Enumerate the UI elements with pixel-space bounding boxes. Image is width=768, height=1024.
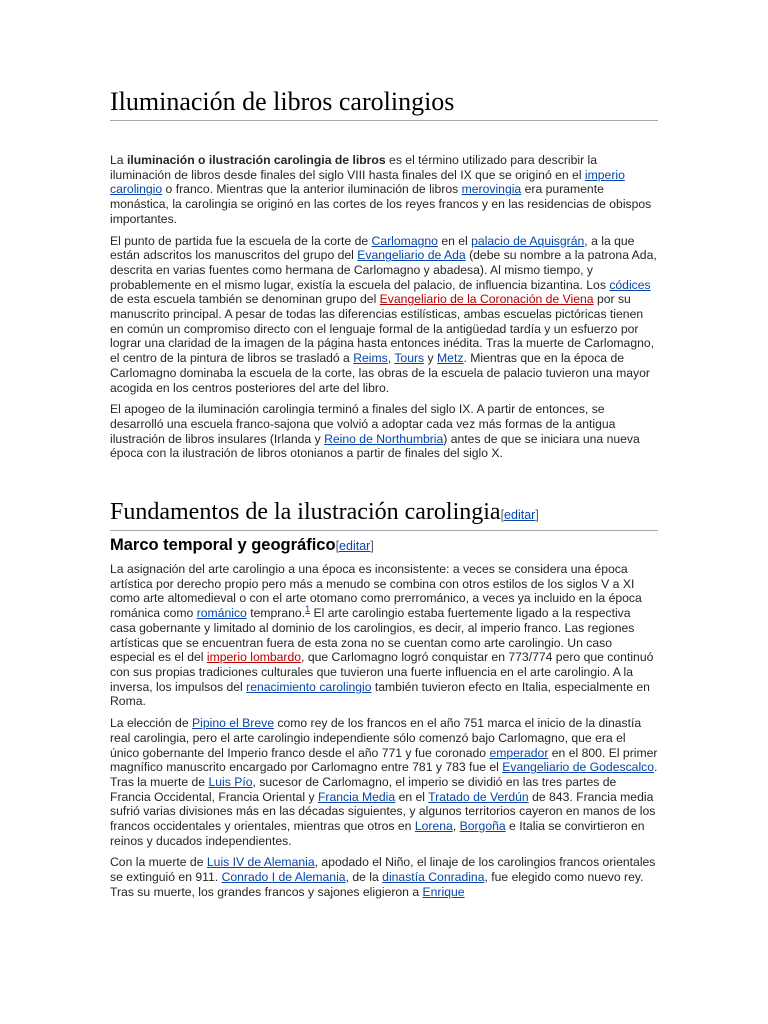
link-tours[interactable]: Tours: [394, 351, 425, 366]
subsection-heading: [110, 535, 658, 556]
text: , sucesor de Carlomagno, el imperio se dividió en las tres partes de Francia Occidental, Francia Oriental y: [110, 774, 617, 804]
edit-link[interactable]: editar: [339, 539, 371, 554]
link-romanico[interactable]: románico: [196, 606, 247, 621]
text: era puramente monástica, la carolingia se originó en las cortes de los reyes francos y en las residencias de obispos importantes.: [110, 182, 652, 226]
text: por su manuscrito principal. A pesar de todas las diferencias estilísticas, ambas escuelas pictóricas tienen en común un compromiso directo con el lenguaje formal de la antigüedad tardía y un esfuerzo por lograr una claridad de la imagen de la página hasta entonces inédita. Tras la muerte de Carlomagno, el centro de la pintura de libros se trasladó a: [110, 292, 655, 366]
text: es el término utilizado para describir la iluminación de libros desde finales del siglo VIII hasta finales del IX que se originó en el: [110, 153, 598, 182]
text: (debe su nombre a la patrona Ada, descrita en varias fuentes como hermana de Carlomagno y abadesa). Al mismo tiempo, y probablemente en el mismo lugar, existía la escuela del palacio, de influencia bizantina. Los: [110, 248, 657, 292]
link-francia-media[interactable]: Francia Media: [317, 789, 396, 804]
text: . Mientras que en la época de Carlomagno dominaba la escuela de la corte, las obras de la escuela de palacio tuvieron una mayor acogida en los centros posteriores del arte del libro.: [110, 351, 650, 395]
link-lorena[interactable]: Lorena: [414, 819, 453, 834]
edit-subsection: [336, 539, 374, 553]
text: de esta escuela también se denominan grupo del: [110, 292, 380, 307]
text: , de la: [345, 870, 383, 885]
link-metz[interactable]: Metz: [437, 351, 464, 366]
link-luis-pio[interactable]: Luis Pío: [208, 774, 253, 789]
text: , que Carlomagno logró conquistar en 773/774 pero que continuó con sus propias tradiciones culturales que tuvieron una fuerte influencia en el arte carolingio. A la inversa, los impulsos del: [110, 650, 654, 694]
text: e Italia se convirtieron en reinos y ducados independientes.: [110, 819, 645, 848]
text: Con la muerte de: [110, 855, 207, 870]
text: El arte carolingio estaba fuertemente ligado a la respectiva casa gobernante y limitado al dominio de los carolingios, es decir, al imperio franco. Las regiones artísticas que se encuentran fuera de esta zona no se cuentan como arte carolingio. Un caso especial es el del: [110, 606, 635, 665]
text: en el: [395, 789, 429, 804]
body-paragraph-3: [110, 855, 658, 899]
link-tratado-verdun[interactable]: Tratado de Verdún: [428, 789, 529, 804]
bold-term: iluminación o ilustración carolingia de libros: [126, 153, 386, 167]
footnote-ref-1[interactable]: 1: [305, 604, 311, 615]
edit-bracket-close: ]: [370, 539, 374, 554]
link-evangeliario-coronacion-viena[interactable]: Evangeliario de la Coronación de Viena: [379, 292, 594, 307]
edit-section: [501, 508, 539, 522]
link-pipino-el-breve[interactable]: Pipino el Breve: [192, 716, 274, 731]
text: y: [424, 351, 438, 366]
text: , apodado el Niño, el linaje de los carolingios francos orientales se extinguió en 911.: [110, 855, 656, 885]
text: , fue elegido como nuevo rey. Tras su muerte, los grandes francos y sajones eligieron a: [110, 870, 644, 899]
text: ,: [387, 351, 395, 366]
intro-paragraph-1: [110, 153, 658, 227]
body-paragraph-2: [110, 716, 658, 848]
text: o franco. Mientras que la anterior iluminación de libros: [162, 182, 462, 197]
text: , a la que están adscritos los manuscritos del grupo del: [110, 233, 635, 263]
text: en el 800. El primer magnífico manuscrito encargado por Carlomagno entre 781 y 783 fue el: [110, 745, 658, 775]
text: ,: [452, 819, 460, 834]
link-dinastia-conradina[interactable]: dinastía Conradina: [382, 870, 485, 885]
link-enrique[interactable]: Enrique: [422, 884, 465, 899]
edit-bracket-open: [: [335, 539, 340, 554]
link-renacimiento-carolingio[interactable]: renacimiento carolingio: [246, 679, 372, 694]
intro-paragraph-2: [110, 234, 658, 396]
edit-bracket-open: [: [500, 508, 505, 523]
text: como rey de los francos en el año 751 marca el inicio de la dinastía real carolingia, pero el arte carolingio independiente sólo comenzó bajo Carlomagno, que era el único gobernante del Imperio franco desde el año 771 y fue coronado: [110, 716, 642, 760]
link-carlomagno[interactable]: Carlomagno: [371, 233, 438, 248]
body-paragraph-1: [110, 562, 658, 709]
text: en el: [437, 233, 472, 248]
text: ) antes de que se iniciara una nueva época con la ilustración de libros otonianos a partir de finales del siglo X.: [110, 431, 640, 461]
link-evangeliario-ada[interactable]: Evangeliario de Ada: [357, 248, 466, 263]
page-title: Iluminación de libros carolingios: [110, 86, 658, 121]
link-codices[interactable]: códices: [609, 277, 651, 292]
text: temprano.: [246, 606, 306, 621]
edit-link[interactable]: editar: [504, 508, 536, 523]
intro-paragraph-3: [110, 402, 658, 461]
link-imperio-carolingio[interactable]: imperio carolingio: [110, 167, 625, 197]
subsection-heading-text: Marco temporal y geográfico: [110, 536, 336, 555]
edit-bracket-close: ]: [535, 508, 539, 523]
text: El punto de partida fue la escuela de la corte de: [110, 233, 372, 248]
text: La asignación del arte carolingio a una época es inconsistente: a veces se considera una época artística por derecho propio pero más a menudo se combina con otros estilos de los siglos V a XI como arte altomedieval o con el arte otomano como prerrománico, a veces ya incluido en la época románica como: [110, 562, 642, 621]
text: La: [110, 153, 127, 167]
text: El apogeo de la iluminación carolingia terminó a finales del siglo IX. A partir de entonces, se desarrolló una escuela franco-sajona que volvió a adoptar cada vez más formas de la antigua ilustración de libros insulares (Irlanda y: [110, 402, 616, 446]
text: de 843. Francia media sufrió varias divisiones más en las décadas siguientes, y algunos territorios cayeron en manos de los francos occidentales y orientales, mientras que otros en: [110, 789, 656, 834]
link-reino-northumbria[interactable]: Reino de Northumbria: [324, 431, 444, 446]
link-luis-iv-alemania[interactable]: Luis IV de Alemania: [206, 855, 315, 870]
link-reims[interactable]: Reims: [353, 351, 388, 366]
text: La elección de: [110, 716, 192, 731]
link-emperador[interactable]: emperador: [489, 745, 549, 760]
link-conrado-i-alemania[interactable]: Conrado I de Alemania: [221, 870, 346, 885]
section-heading: [110, 498, 658, 531]
link-borgona[interactable]: Borgoña: [459, 819, 506, 834]
text: también tuvieron efecto en Italia, especialmente en Roma.: [110, 679, 650, 709]
text: . Tras la muerte de: [110, 760, 658, 789]
section-heading-text: Fundamentos de la ilustración carolingia: [110, 499, 501, 526]
link-palacio-aquisgran[interactable]: palacio de Aquisgrán: [471, 233, 585, 248]
article: [110, 86, 658, 907]
link-merovingia[interactable]: merovingia: [461, 182, 522, 197]
link-imperio-lombardo[interactable]: imperio lombardo: [206, 650, 302, 665]
link-evangeliario-godescalco[interactable]: Evangeliario de Godescalco: [502, 760, 655, 775]
